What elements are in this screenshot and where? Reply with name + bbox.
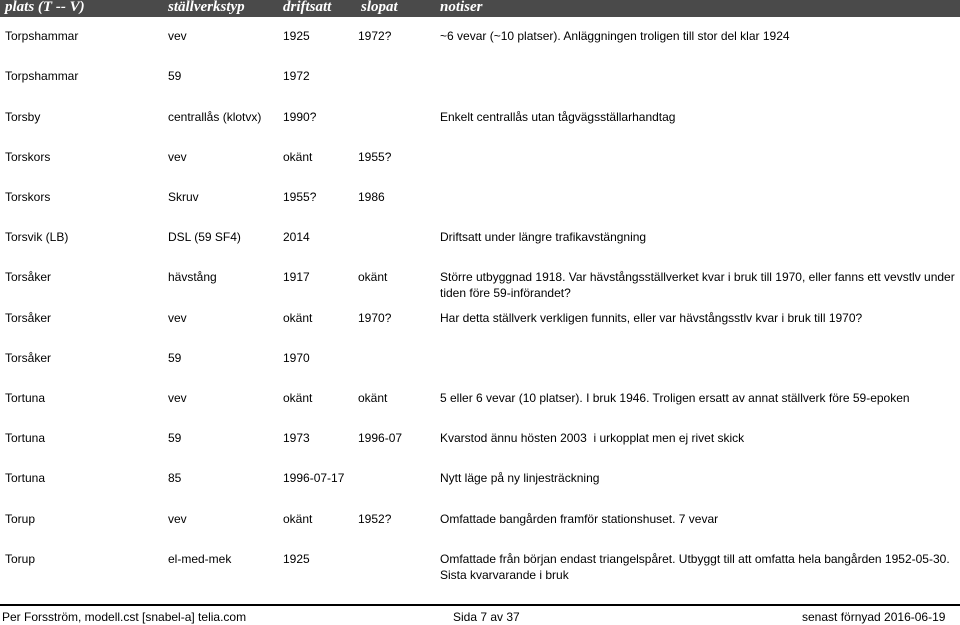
cell-plats: Torpshammar — [5, 69, 79, 83]
cell-typ: centrallås (klotvx) — [168, 110, 262, 124]
cell-notis: Enkelt centrallås utan tågvägsställarhandtag — [440, 110, 676, 124]
cell-notis: Har detta ställverk verkligen funnits, eller var hävstångsstlv kvar i bruk till 1970? — [440, 311, 863, 325]
cell-plats: Tortuna — [5, 471, 46, 485]
footer-updated: senast förnyad 2016-06-19 — [802, 610, 946, 624]
cell-plats: Tortuna — [5, 431, 46, 445]
header-stallverkstyp: ställverkstyp — [168, 0, 245, 15]
cell-slopat: okänt — [358, 391, 388, 405]
header-slopat: slopat — [361, 0, 398, 15]
cell-plats: Torsvik (LB) — [5, 230, 69, 244]
cell-plats: Torskors — [5, 150, 51, 164]
cell-notis: Driftsatt under längre trafikavstängning — [440, 230, 647, 244]
cell-slopat: 1952? — [358, 512, 392, 526]
cell-plats: Torsåker — [5, 270, 52, 284]
cell-slopat: 1970? — [358, 311, 392, 325]
cell-typ: vev — [168, 391, 187, 405]
cell-plats: Tortuna — [5, 391, 46, 405]
cell-slopat: 1986 — [358, 190, 385, 204]
cell-typ: DSL (59 SF4) — [168, 230, 241, 244]
header-notiser: notiser — [440, 0, 483, 15]
cell-driftsatt: 1917 — [283, 270, 310, 284]
cell-driftsatt: okänt — [283, 391, 313, 405]
cell-typ: vev — [168, 512, 187, 526]
cell-notis: Större utbyggnad 1918. Var hävstångsställverket kvar i bruk till 1970, eller fanns ett vevstlv under tiden före 59-införandet? — [440, 270, 955, 300]
cell-typ: vev — [168, 311, 187, 325]
cell-driftsatt: 1990? — [283, 110, 317, 124]
cell-slopat: 1972? — [358, 29, 392, 43]
cell-driftsatt: 1970 — [283, 351, 310, 365]
cell-typ: hävstång — [168, 270, 217, 284]
cell-plats: Torskors — [5, 190, 51, 204]
cell-typ: 59 — [168, 69, 182, 83]
cell-plats: Torsåker — [5, 351, 52, 365]
cell-plats: Torsby — [5, 110, 41, 124]
cell-driftsatt: 1955? — [283, 190, 317, 204]
footer-author: Per Forsström, modell.cst [snabel-a] telia.com — [2, 610, 247, 624]
header-plats: plats (T -- V) — [5, 0, 85, 15]
cell-driftsatt: okänt — [283, 311, 313, 325]
cell-plats: Torsåker — [5, 311, 52, 325]
header-driftsatt: driftsatt — [283, 0, 332, 15]
cell-typ: Skruv — [168, 190, 199, 204]
cell-notis: ~6 vevar (~10 platser). Anläggningen troligen till stor del klar 1924 — [440, 29, 790, 43]
cell-driftsatt: 1925 — [283, 29, 310, 43]
cell-driftsatt: 2014 — [283, 230, 310, 244]
cell-notis: Nytt läge på ny linjesträckning — [440, 471, 600, 485]
cell-typ: vev — [168, 29, 187, 43]
cell-driftsatt: 1972 — [283, 69, 310, 83]
cell-typ: 85 — [168, 471, 182, 485]
cell-driftsatt: okänt — [283, 150, 313, 164]
cell-plats: Torpshammar — [5, 29, 79, 43]
cell-driftsatt: okänt — [283, 512, 313, 526]
cell-plats: Torup — [5, 512, 36, 526]
cell-typ: 59 — [168, 351, 182, 365]
cell-driftsatt: 1996-07-17 — [283, 471, 345, 485]
cell-driftsatt: 1925 — [283, 552, 310, 566]
cell-plats: Torup — [5, 552, 36, 566]
cell-notis: Kvarstod ännu hösten 2003 i urkopplat men ej rivet skick — [440, 431, 745, 445]
cell-driftsatt: 1973 — [283, 431, 310, 445]
cell-slopat: 1955? — [358, 150, 392, 164]
cell-notis: 5 eller 6 vevar (10 platser). I bruk 1946. Troligen ersatt av annat ställverk före 59-epoken — [440, 391, 910, 405]
cell-typ: vev — [168, 150, 187, 164]
cell-typ: el-med-mek — [168, 552, 232, 566]
cell-typ: 59 — [168, 431, 182, 445]
cell-slopat: okänt — [358, 270, 388, 284]
cell-notis: Omfattade från början endast triangelspåret. Utbyggt till att omfatta hela bangården 1952-05-30. Sista kvarvarande i bruk — [440, 552, 950, 582]
cell-notis: Omfattade bangården framför stationshuset. 7 vevar — [440, 512, 719, 526]
cell-slopat: 1996-07 — [358, 431, 403, 445]
footer-page-number: Sida 7 av 37 — [453, 610, 520, 624]
footer-divider — [0, 604, 960, 606]
table-header — [0, 0, 960, 17]
